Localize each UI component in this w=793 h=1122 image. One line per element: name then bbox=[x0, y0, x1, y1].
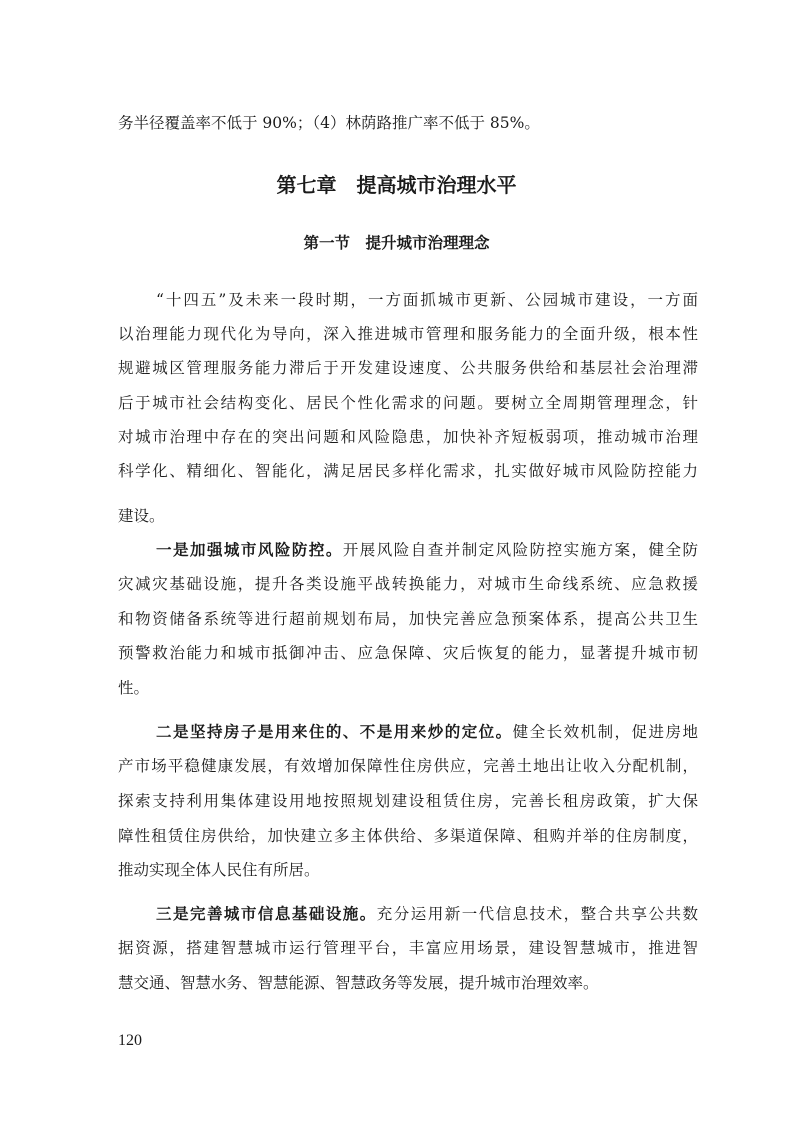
paragraph2-line: 灾减灾基础设施，提升各类设施平战转换能力，对城市生命线系统、应急救援 bbox=[118, 575, 698, 593]
paragraph4-line: 慧交通、智慧水务、智慧能源、智慧政务等发展，提升城市治理效率。 bbox=[118, 974, 599, 992]
paragraph3-lead: 二是坚持房子是用来住的、不是用来炒的定位。 bbox=[156, 722, 513, 741]
paragraph1-line: 对城市治理中存在的突出问题和风险隐患，加快补齐短板弱项，推动城市治理 bbox=[118, 428, 698, 446]
paragraph4-first-line bbox=[156, 904, 698, 924]
paragraph1-line: 科学化、精细化、智能化，满足居民多样化需求，扎实做好城市风险防控能力 bbox=[118, 462, 698, 480]
paragraph2-line: 和物资储备系统等进行超前规划布局，加快完善应急预案体系，提高公共卫生 bbox=[118, 610, 698, 628]
paragraph2-first-line bbox=[156, 540, 698, 560]
paragraph2-line: 性。 bbox=[118, 679, 150, 697]
paragraph4-line: 据资源，搭建智慧城市运行管理平台，丰富应用场景，建设智慧城市，推进智 bbox=[118, 939, 698, 957]
paragraph1-line: 建设。 bbox=[118, 507, 165, 525]
section-title: 第一节 提升城市治理理念 bbox=[303, 233, 490, 252]
paragraph3-first-line bbox=[156, 722, 698, 742]
continuation-text: 务半径覆盖率不低于 90%；（4）林荫路推广率不低于 85%。 bbox=[118, 114, 540, 132]
paragraph4-lead: 三是完善城市信息基础设施。 bbox=[156, 904, 377, 923]
paragraph3-first-rest: 健全长效机制，促进房地 bbox=[512, 723, 698, 741]
paragraph4-first-rest: 充分运用新一代信息技术，整合共享公共数 bbox=[376, 905, 698, 923]
paragraph1-line: 以治理能力现代化为导向，深入推进城市管理和服务能力的全面升级，根本性 bbox=[118, 325, 698, 343]
paragraph3-line: 探索支持利用集体建设用地按照规划建设租赁住房，完善长租房政策，扩大保 bbox=[118, 792, 698, 810]
paragraph3-line: 推动实现全体人民住有所居。 bbox=[118, 861, 320, 879]
paragraph2-line: 预警救治能力和城市抵御冲击、应急保障、灾后恢复的能力，显著提升城市韧 bbox=[118, 644, 698, 662]
paragraph3-line: 障性租赁住房供给，加快建立多主体供给、多渠道保障、租购并举的住房制度， bbox=[118, 827, 698, 845]
chapter-title: 第七章 提高城市治理水平 bbox=[276, 173, 517, 197]
paragraph1-line: 规避城区管理服务能力滞后于开发建设速度、公共服务供给和基层社会治理滞 bbox=[118, 359, 698, 377]
paragraph2-first-rest: 开展风险自查并制定风险防控实施方案，健全防 bbox=[342, 541, 698, 559]
paragraph2-lead: 一是加强城市风险防控。 bbox=[156, 540, 343, 559]
paragraph3-line: 产市场平稳健康发展，有效增加保障性住房供应，完善土地出让收入分配机制， bbox=[118, 757, 698, 775]
page-number: 120 bbox=[118, 1032, 142, 1049]
paragraph1-line: 后于城市社会结构变化、居民个性化需求的问题。要树立全周期管理理念，针 bbox=[118, 394, 698, 412]
paragraph1-line: “十四五”及未来一段时期，一方面抓城市更新、公园城市建设，一方面 bbox=[156, 291, 698, 309]
